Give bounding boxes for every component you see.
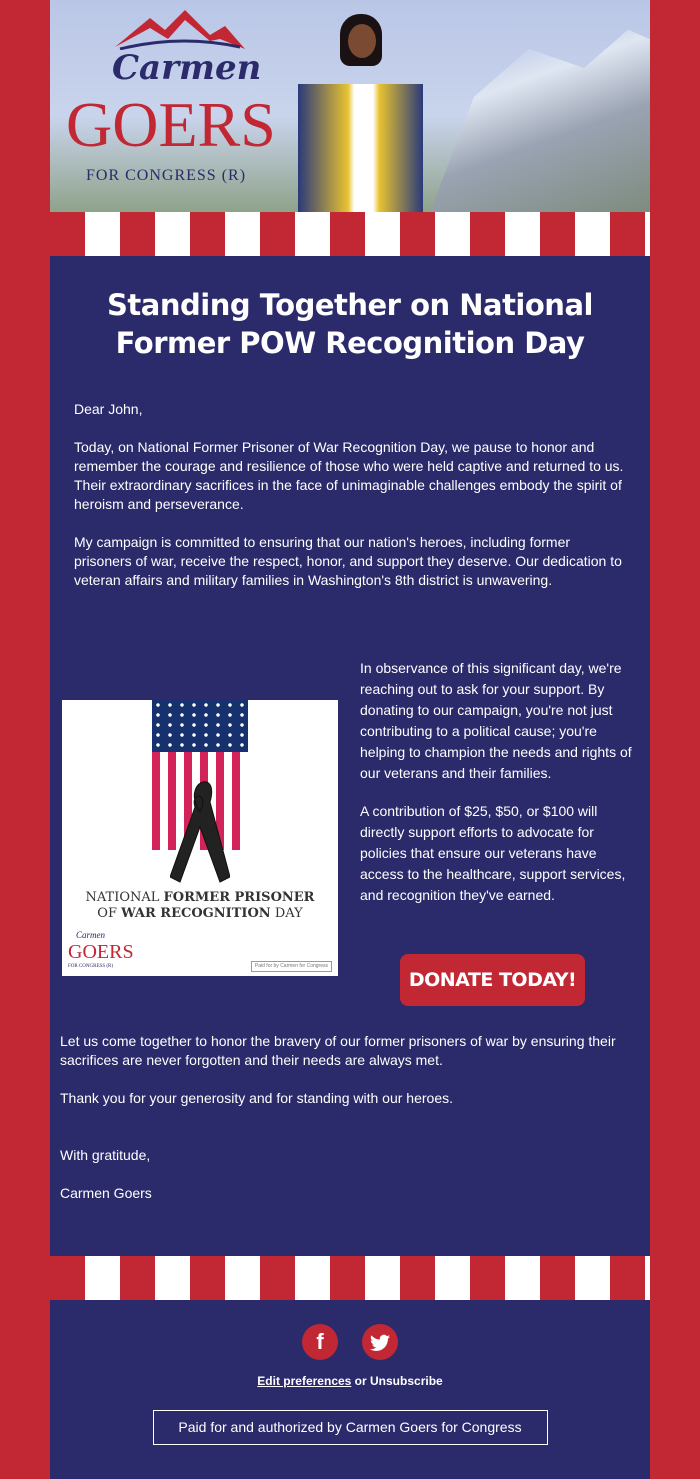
- logo-last-name: GOERS: [66, 89, 276, 160]
- donate-button[interactable]: DONATE TODAY!: [400, 954, 585, 1006]
- paragraph-5: Let us come together to honor the bravery of our former prisoners of war by ensuring their sacrifices are never forgotten and their needs are always met.: [60, 1033, 616, 1068]
- paragraph-3: In observance of this significant day, we're reaching out to ask for your support. By donating to our campaign, you're not just contributing to a political cause; you're helping to champion the needs and rights of our veterans and their families.: [360, 660, 632, 781]
- image-logo: Carmen GOERS FOR CONGRESS (R): [68, 930, 134, 969]
- mountain-logo-icon: [110, 10, 250, 50]
- greeting: Dear John,: [74, 401, 143, 417]
- unsubscribe-link[interactable]: Unsubscribe: [370, 1374, 443, 1388]
- paragraph-1: Today, on National Former Prisoner of War Recognition Day, we pause to honor and remember the courage and resilience of those who were held captive and returned to us. Their extraordinary sacrifices in the face of unimaginable challenges embody the spirit of heroism and perseverance.: [74, 439, 624, 512]
- twitter-icon[interactable]: [362, 1324, 398, 1360]
- mountain-photo: [430, 20, 650, 212]
- stripe-divider: [50, 1256, 650, 1300]
- stripe-divider: [50, 212, 650, 256]
- signature: Carmen Goers: [60, 1185, 152, 1201]
- logo-subtitle: FOR CONGRESS (R): [86, 167, 247, 184]
- image-text: DAY: [270, 906, 303, 921]
- header-banner: [50, 0, 650, 212]
- black-ribbon-icon: [170, 772, 230, 884]
- email-body: [50, 256, 650, 1256]
- image-text-bold: FORMER PRISONER: [163, 890, 315, 905]
- logo-first-name: Carmen: [112, 48, 262, 88]
- image-text: NATIONAL: [85, 890, 164, 905]
- paragraph-4: A contribution of $25, $50, or $100 will directly support efforts to advocate for policies that ensure our veterans have access to the healthcare, support services, and recognition they've earned.: [360, 803, 626, 903]
- pow-day-image: [62, 700, 338, 976]
- paragraph-6: Thank you for your generosity and for standing with our heroes.: [60, 1090, 453, 1106]
- paid-for-disclaimer: Paid for and authorized by Carmen Goers for Congress: [153, 1410, 548, 1445]
- image-text-bold: WAR RECOGNITION: [121, 906, 271, 921]
- candidate-photo: [298, 14, 423, 212]
- closing: With gratitude,: [60, 1147, 151, 1163]
- footer: [50, 1300, 650, 1479]
- facebook-icon[interactable]: f: [302, 1324, 338, 1360]
- email-title: Standing Together on National Former POW Recognition Day: [107, 288, 593, 360]
- image-paid-box: Paid for by Carmen for Congress: [251, 961, 332, 972]
- edit-preferences-link[interactable]: Edit preferences: [257, 1374, 352, 1388]
- image-text: OF: [97, 906, 122, 921]
- paragraph-2: My campaign is committed to ensuring that our nation's heroes, including former prisoners of war, receive the respect, honor, and support they deserve. Our dedication to veteran affairs and military families in Washington's 8th district is unwavering.: [74, 534, 622, 588]
- or-text: or: [351, 1374, 371, 1388]
